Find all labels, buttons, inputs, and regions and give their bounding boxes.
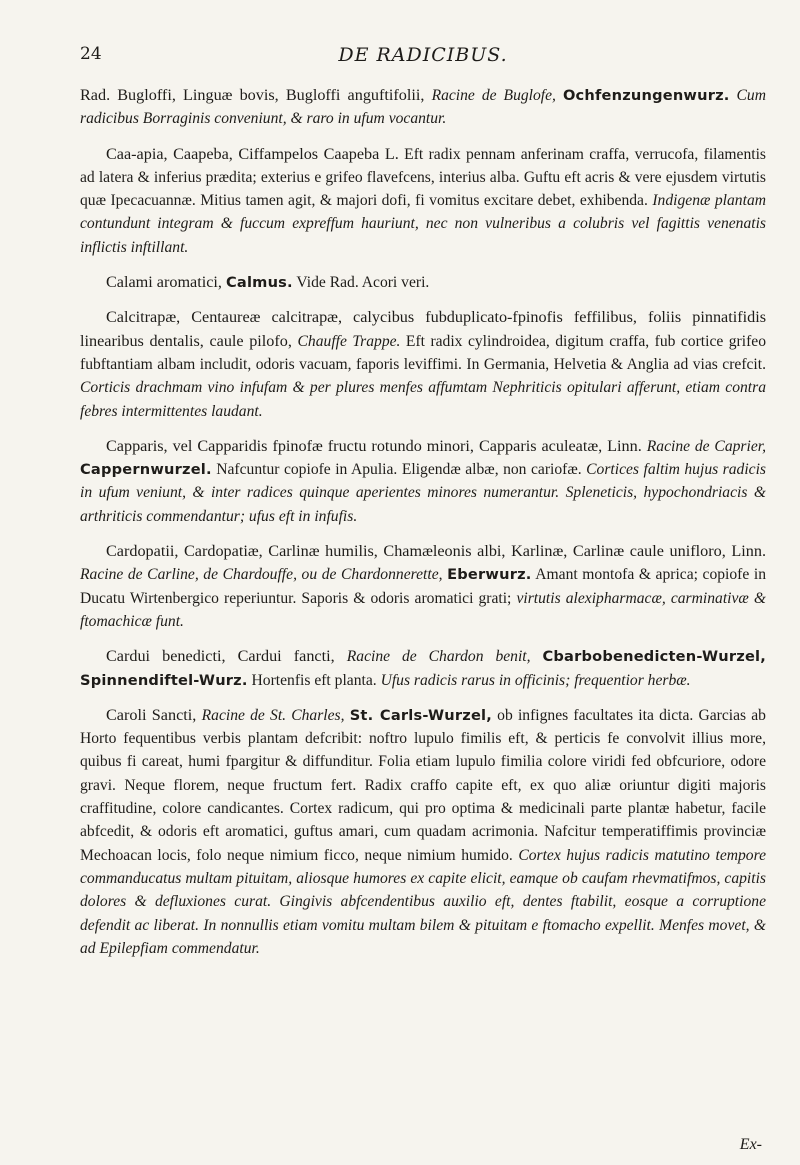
entry-heading: Cardui benedicti, Cardui fancti, — [106, 647, 347, 666]
entry-heading: Capparis, vel Capparidis fpinofæ fructu rotundo minori, Capparis aculeatæ, Linn. — [106, 436, 647, 455]
entry-capparis — [80, 435, 766, 528]
catchword: Ex- — [739, 1136, 762, 1153]
entry-buglossum — [80, 84, 766, 131]
french-name: Racine de Carline, de Chardouffe, ou de Chardonnerette, — [80, 566, 443, 584]
entry-italic-text: Ufus radicis rarus in officinis; frequentior herbæ. — [380, 671, 691, 689]
entry-carduus-benedictus — [80, 645, 766, 692]
entry-heading: Calami aromatici, — [106, 273, 227, 292]
entry-text: Eft radix cylindroidea, digitum craffa, fub cortice grifeo fubftantiam albam includit, odoris vacuam, faporis leviffimi. In Germania, Helvetia & Anglia ad vias crefcit. — [80, 332, 766, 373]
german-name: St. Carls-Wurzel, — [349, 706, 492, 724]
entry-italic-text: Cortex hujus radicis matutino tempore commanducatus multam pituitam, aliosque humores ex capite elicit, eamque ob caufam rhevmatifmos, capitis dolores & defluxiones curat. Gingivis abfcendentibus auxilio eft, dentes ftabilit, eosque a corruptione defendit ac liberat. In nonnullis etiam vomitu multam bilem & pituitam e ftomacho expellit. Menfes movet, & ad Epilepfiam commendatur. — [80, 846, 767, 957]
entry-italic-text: virtutis alexipharmacæ, carminativæ & ftomachicæ funt. — [80, 589, 767, 630]
page-header — [80, 44, 766, 72]
french-name: Racine de Chardon benit, — [346, 648, 531, 666]
entry-heading: Calcitrapæ, Centaureæ calcitrapæ, calycibus fubduplicato-fpinofis feffilibus, foliis pinnatifidis linearibus dentalis, caule pilofo, — [80, 308, 766, 350]
german-name: Cbarbobenedicten-Wurzel, Spinnendiftel-Wurz. — [80, 648, 766, 689]
entry-cardopatium — [80, 540, 766, 633]
french-name: Chauffe Trappe. — [297, 332, 401, 350]
german-name: Cappernwurzel. — [80, 461, 212, 479]
entry-italic-text: Cortices faltim hujus radicis in ufum veniunt, & inter radices quinque aperientes minores numerantur. Spleneticis, hypochondriacis & arthriticis commendantur; ufus eft in infufis. — [80, 461, 766, 525]
entry-heading: Cardopatii, Cardopatiæ, Carlinæ humilis, Chamæleonis albi, Karlinæ, Carlinæ caule unifloro, Linn. — [106, 542, 766, 561]
entry-text: Amant montofa & aprica; copiofe in Ducatu Wirtenbergico reperiuntur. Saporis & odoris aromatici grati; — [80, 566, 767, 607]
french-name: Racine de St. Charles, — [201, 706, 345, 724]
entry-heading: Rad. Bugloffi, Linguæ bovis, Bugloffi anguftifolii, — [80, 86, 432, 104]
entry-text: ob infignes facultates ita dicta. Garcias ab Horto fequentibus verbis plantam defcribit: noftro lupulo fimilis eft, & perticis fe convolvit illius more, quibus fi careat, humi fpargitur & diffunditur. Folia etiam lupulo fimilia colore viridi fed obfcuriore, odore gravi. Neque florem, neque fructum fert. Radix craffo capite eft, ex quo aliæ oriuntur digiti majoris craffitudine, colore candicantes. Cortex radicum, qui pro optima & medicinali parte plantæ habetur, facile abfcedit, & odoris eft aromatici, guftus amari, cum quadam acrimonia. Nafcitur temperatiffimis provinciæ Mechoacan locis, folo neque nimium ficco, neque nimium humido. — [80, 706, 766, 864]
french-name: Racine de Caprier, — [646, 437, 766, 455]
entry-text: Hortenfis eft planta. — [247, 671, 381, 689]
german-name: Ochfenzungenwurz. — [562, 87, 730, 104]
entry-italic-text: Corticis drachmam vino infufam & per plures menfes affumtam Nephriticis opitulari afferunt, etiam contra febres intermittentes laudant. — [80, 379, 766, 420]
entry-carolus-sanctus — [80, 704, 766, 960]
entry-text: Eft radix pennam anferinam craffa, verrucofa, filamentis ad latera & inferius prædita; exterius e grifeo flavefcens, interius alba. Guftu eft acris & vere ejusdem virtutis quæ Ipecacuannæ. Mitius tamen agit, & majori dofi, fi vomitus excitare debet, exhibenda. — [80, 145, 766, 210]
german-name: Calmus. — [226, 274, 293, 292]
entry-caa-apia — [80, 143, 766, 259]
entry-heading: Caroli Sancti, — [106, 705, 202, 724]
french-name: Racine de Buglofe, — [431, 87, 556, 104]
entry-italic-text: Indigenæ plantam contundunt integram & fuccum expreffum hauriunt, nec non vulneribus a colubris vel fagittis venenatis inflictis inftillant. — [80, 192, 766, 256]
page-number: 24 — [80, 44, 102, 64]
entry-calamus — [80, 271, 766, 294]
entry-text: Vide Rad. Acori veri. — [292, 274, 430, 292]
entry-heading: Caa-apia, Caapeba, Ciffampelos Caapeba L. — [106, 144, 399, 163]
entry-text: Nafcuntur copiofe in Apulia. Eligendæ albæ, non cariofæ. — [211, 461, 587, 479]
german-name: Eberwurz. — [447, 566, 532, 584]
page-body — [80, 84, 766, 972]
running-title: DE RADICIBUS. — [338, 44, 508, 66]
entry-calcitrapa — [80, 306, 766, 422]
entry-text: Cum radicibus Borraginis conveniunt, & raro in ufum vocantur. — [80, 87, 766, 128]
